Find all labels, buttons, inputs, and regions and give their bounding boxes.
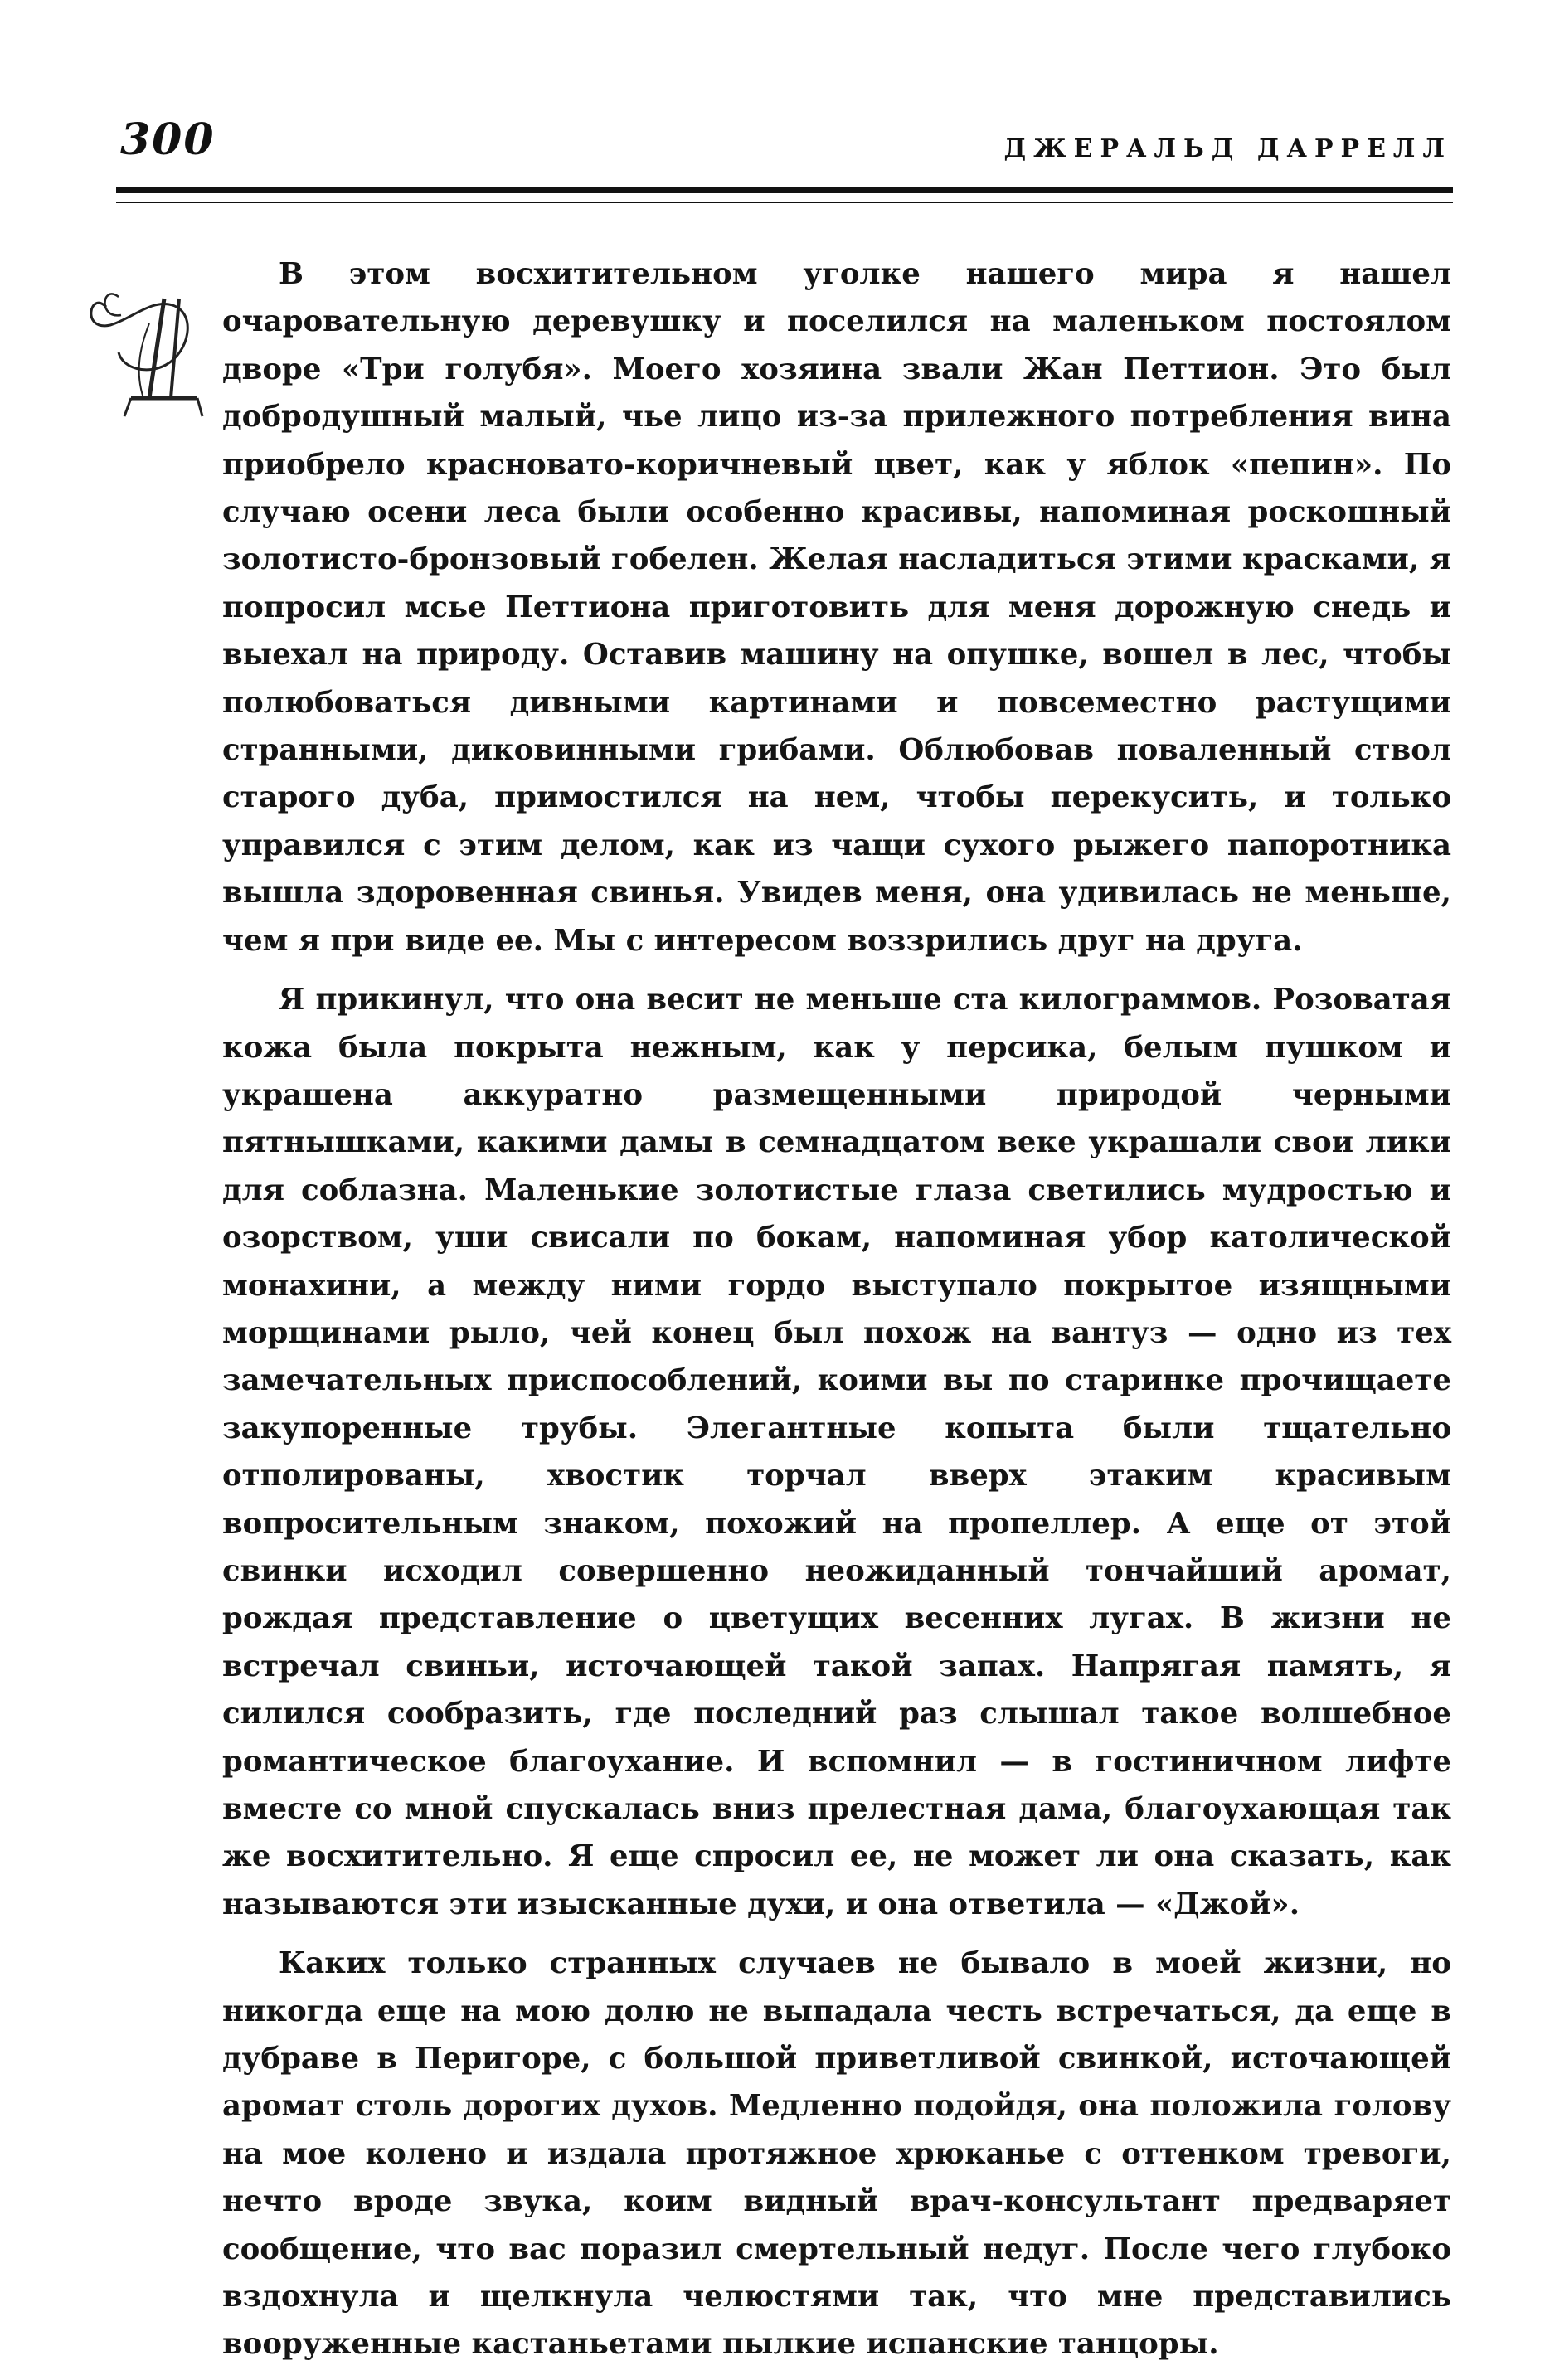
running-head-author: ДЖЕРАЛЬД ДАРРЕЛЛ — [1003, 134, 1452, 163]
body-text — [222, 250, 1451, 2380]
decorative-monogram-icon — [73, 274, 214, 423]
paragraph-1: В этом восхитительном уголке нашего мира я нашел очаровательную деревушку и поселился на маленьком постоялом дворе «Три голубя». Моего хозяина звали Жан Петтион. Это был добродушный малый, чье лицо из-за прилежного потребления вина приобрело красновато-коричневый цвет, как у яблок «пепин». По случаю осени леса были особенно красивы, напоминая роскошный золотисто-бронзовый гобелен. Желая насладиться этими красками, я попросил мсье Петтиона приготовить для меня дорожную снедь и выехал на природу. Оставив машину на опушке, вошел в лес, чтобы полюбоваться дивными картинами и повсеместно растущими странными, диковинными грибами. Облюбовав поваленный ствол старого дуба, примостился на нем, чтобы перекусить, и только управился с этим делом, как из чащи сухого рыжего папоротника вышла здоровенная свинья. Увидев меня, она удивилась не меньше, чем я при виде ее. Мы с интересом воззрились друг на друга. — [222, 257, 1451, 958]
header-rule-thick — [116, 187, 1453, 193]
paragraph-2: Я прикинул, что она весит не меньше ста килограммов. Розоватая кожа была покрыта нежным, как у персика, белым пушком и украшена аккуратно размещенными природой черными пятнышками, какими дамы в семнадцатом веке украшали свои лики для соблазна. Маленькие золотистые глаза светились мудростью и озорством, уши свисали по бокам, напоминая убор католической монахини, а между ними гордо выступало покрытое изящными морщинами рыло, чей конец был похож на вантуз — одно из тех замечательных приспособлений, коими вы по старинке прочищаете закупоренные трубы. Элегантные копыта были тщательно отполированы, хвостик торчал вверх этаким красивым вопросительным знаком, похожий на пропеллер. А еще от этой свинки исходил совершенно неожиданный тончайший аромат, рождая представление о цветущих весенних лугах. В жизни не встречал свиньи, источающей такой запах. Напрягая память, я силился сообразить, где последний раз слышал такое волшебное романтическое благоухание. И вспомнил — в гостиничном лифте вместе со мной спускалась вниз прелестная дама, благоухающая так же восхитительно. Я еще спросил ее, не может ли она сказать, как называются эти изысканные духи, и она ответила — «Джой». — [222, 983, 1451, 1921]
header-rule-thin — [116, 202, 1453, 203]
paragraph-3: Каких только странных случаев не бывало в моей жизни, но никогда еще на мою долю не выпадала честь встречаться, да еще в дубраве в Перигоре, с большой приветливой свинкой, источающей аромат столь дорогих духов. Медленно подойдя, она положила голову на мое колено и издала протяжное хрюканье с оттенком тревоги, нечто вроде звука, коим видный врач-консультант предваряет сообщение, что вас поразил смертельный недуг. После чего глубоко вздохнула и щелкнула челюстями так, что мне представились вооруженные кастаньетами пылкие испанские танцоры. — [222, 1946, 1451, 2362]
page-number: 300 — [120, 114, 216, 165]
